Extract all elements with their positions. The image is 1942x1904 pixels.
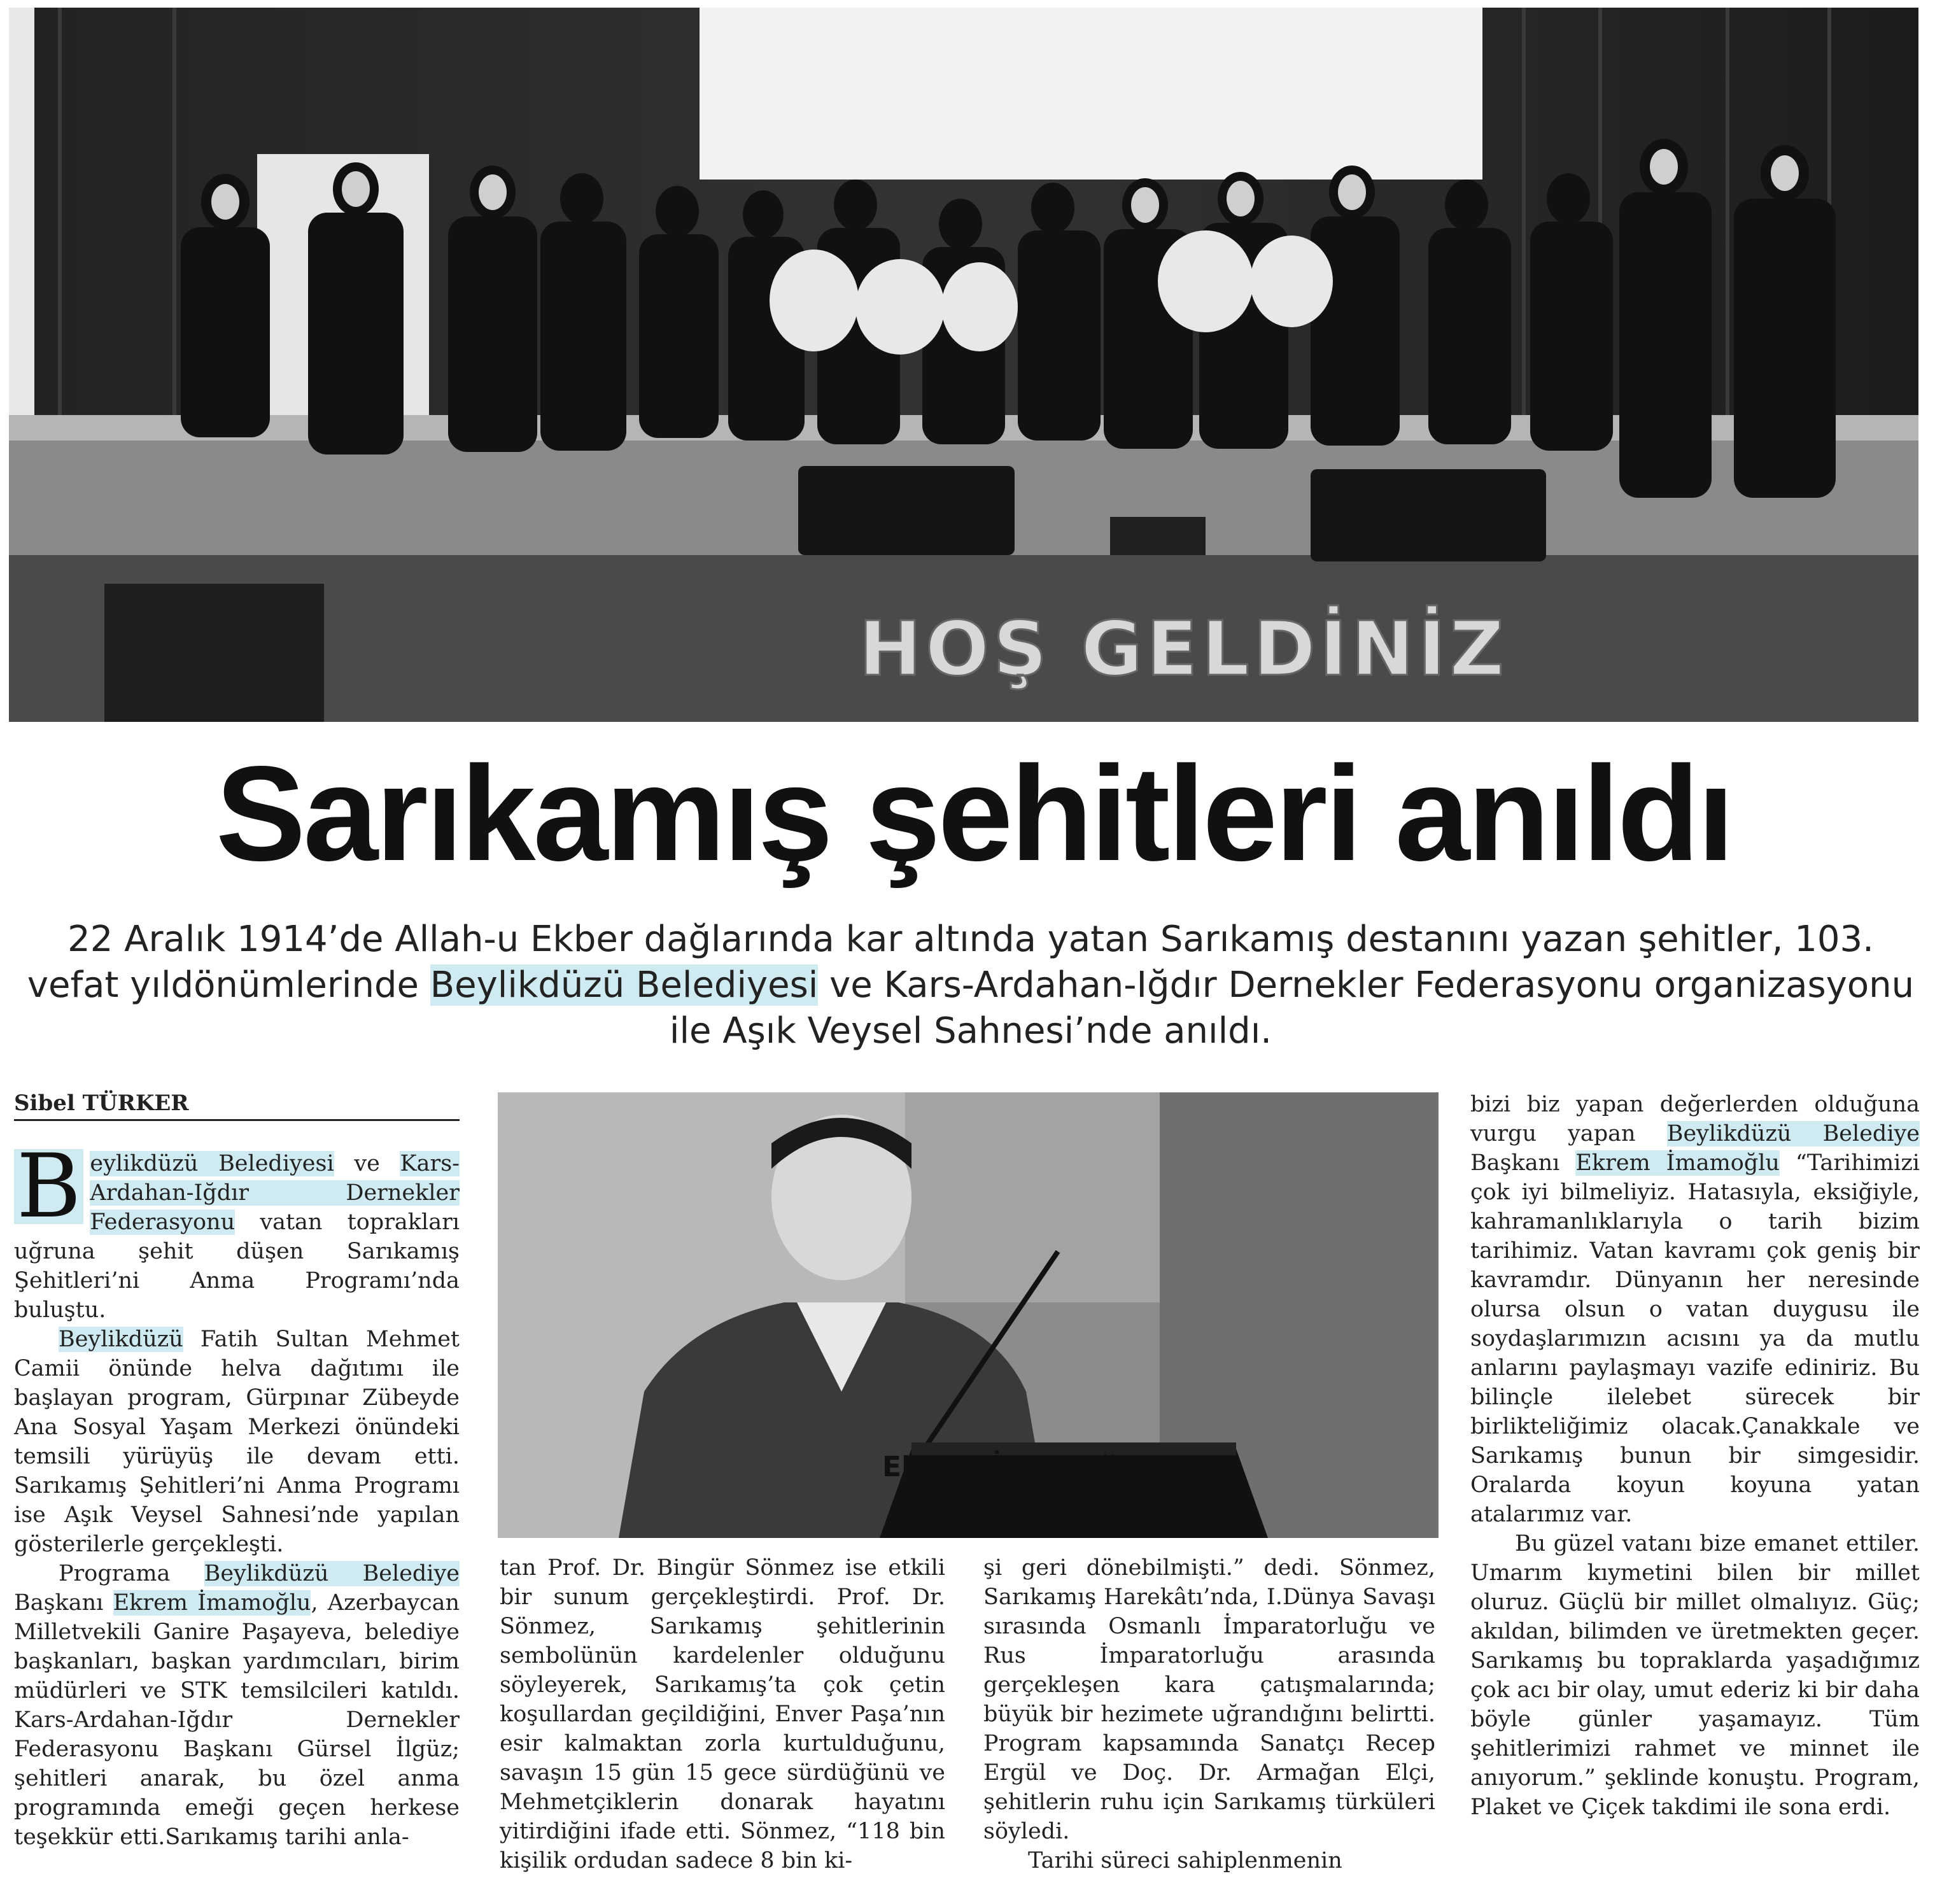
byline: Sibel TÜRKER — [14, 1090, 460, 1121]
paragraph: şi geri dönebilmişti.” dedi. Sönmez, Sarıkamış Harekâtı’nda, I.Dünya Savaşı sırasında Osmanlı İmparatorluğu ve Rus İmparatorluğu arasında gerçekleşen kara çatışmalarında; büyük bir hezimete uğrandığını belirtti. Program kapsamında Sanatçı Recep Ergül ve Doç. Dr. Armağan Elçi, şehitlerin ruhu için Sarıkamış türküleri söyledi. — [983, 1555, 1435, 1844]
deck-highlight: Beylikdüzü Belediyesi — [430, 964, 819, 1006]
text: ve — [334, 1151, 400, 1176]
highlight: Beylikdüzü — [59, 1327, 183, 1352]
drop-cap: B — [14, 1149, 83, 1224]
highlight: Ekrem İmamoğlu — [1575, 1150, 1780, 1176]
group-photo-image — [9, 8, 1918, 722]
highlight: Beylikdüzü Belediye — [1666, 1121, 1920, 1146]
text: bizi biz yapan değerlerden olduğuna vurgu yapan — [1470, 1092, 1920, 1146]
highlight: Beylikdüzü Belediye — [204, 1561, 460, 1586]
photo-caption: Ekrem İmamoğlu — [882, 1451, 1148, 1483]
paragraph: Tarihi süreci sahiplenmenin — [1028, 1848, 1342, 1873]
deck-text-2: ve Kars-Ardahan-Iğdır Dernekler Federasyonu organizasyonu ile Aşık Veysel Sahnesi’nde anıldı. — [669, 964, 1915, 1052]
paragraph-2 — [14, 1325, 460, 1559]
paragraph-3 — [14, 1559, 460, 1852]
deck-text-1: 22 Aralık 1914’de Allah-u Ekber dağlarında kar altında yatan Sarıkamış destanını yazan şehitler, 103. vefat yıldönümlerinde — [27, 919, 1874, 1006]
headline: Sarıkamış şehitleri anıldı — [215, 738, 1733, 889]
deck — [19, 917, 1922, 1054]
text: Programa — [59, 1561, 204, 1586]
paragraph: Bu güzel vatanı bize emanet ettiler. Umarım kıymetini bilen bir millet oluruz. Güçlü bir millet olmalıyız. Güç; akıldan, bilimden ve üretmekten geçer. Sarıkamış bu topraklarda yaşadığımız çok acı bir olay, umut ederiz ki bir daha böyle günler yaşamayız. Tüm şehitlerimizi rahmet ve minnet ile anıyorum.” şeklinde konuştu. Program, Plaket ve Çiçek takdimi ile sona erdi. — [1470, 1531, 1920, 1820]
article-column-4 — [1470, 1090, 1920, 1822]
highlight: Kars-Ardahan-Iğdır Dernekler Federasyonu — [90, 1151, 460, 1235]
paragraph-1 — [14, 1135, 460, 1325]
highlight: eylikdüzü Belediyesi — [90, 1151, 334, 1176]
group-photo — [9, 8, 1918, 722]
text: Fatih Sultan Mehmet Camii önünde helva dağıtımı ile başlayan program, Gürpınar Zübeyde Ana Sosyal Yaşam Merkezi önündeki temsili yürüyüş ile devam etti. Sarıkamış Şehitleri’ni Anma Programı ise Aşık Veysel Sahnesi’nde yapılan gösterilerle gerçekleşti. — [14, 1327, 460, 1557]
text: vatan toprakları uğruna şehit düşen Sarıkamış Şehitleri’ni Anma Programı’nda buluştu. — [14, 1209, 460, 1323]
article-column-2 — [500, 1553, 945, 1875]
paragraph: tan Prof. Dr. Bingür Sönmez ise etkili bir sunum gerçekleştirdi. Prof. Dr. Sönmez, Sarıkamış şehitlerinin sembolünün kardelenler olduğunu söyleyerek, Sarıkamış’ta çok çetin koşullardan geçildiğini, Enver Paşa’nın esir kalmaktan zorla kurtulduğunu, savaşın 15 gün 15 gece sürdüğünü ve Mehmetçiklerin donarak hayatını yitirdiğini ifade etti. Sönmez, “118 bin kişilik ordudan sadece 8 bin ki- — [500, 1555, 945, 1873]
text: Başkanı — [1470, 1150, 1576, 1176]
text: Başkanı — [14, 1590, 113, 1616]
highlight: Ekrem İmamoğlu — [113, 1590, 311, 1616]
text: , Azerbaycan Milletvekili Ganire Paşayeva, belediye başkanları, başkan yardımcıları, birim müdürleri ve STK temsilcileri katıldı. Kars-Ardahan-Iğdır Dernekler Federasyonu Başkanı Gürsel İlgüz; şehitleri anarak, bu özel anma programında emeği geçen herkese teşekkür etti.Sarıkamış tarihi anla- — [14, 1590, 460, 1850]
article-column-1 — [14, 1135, 460, 1852]
paragraph — [1470, 1090, 1920, 1529]
stage-sign: HOŞ GELDİNİZ — [859, 605, 1508, 693]
article-column-3 — [983, 1553, 1435, 1875]
text: “Tarihimizi çok iyi bilmeliyiz. Hatasıyla, eksiğiyle, kahramanlıklarıyla o tarih bizim tarihimiz. Vatan kavramı çok geniş bir kavramdır. Dünyanın her neresinde olursa olsun o vatan duygusu ile soydaşlarımızın acısını ya da mutlu anlarını paylaşmayı vazife ediniriz. Bu bilinçle ilelebet sürecek bir birlikteliğimiz olacak.Çanakkale ve Sarıkamış bunun bir simgesidir. Oralarda koyun koyuna yatan atalarımız var. — [1470, 1150, 1920, 1527]
